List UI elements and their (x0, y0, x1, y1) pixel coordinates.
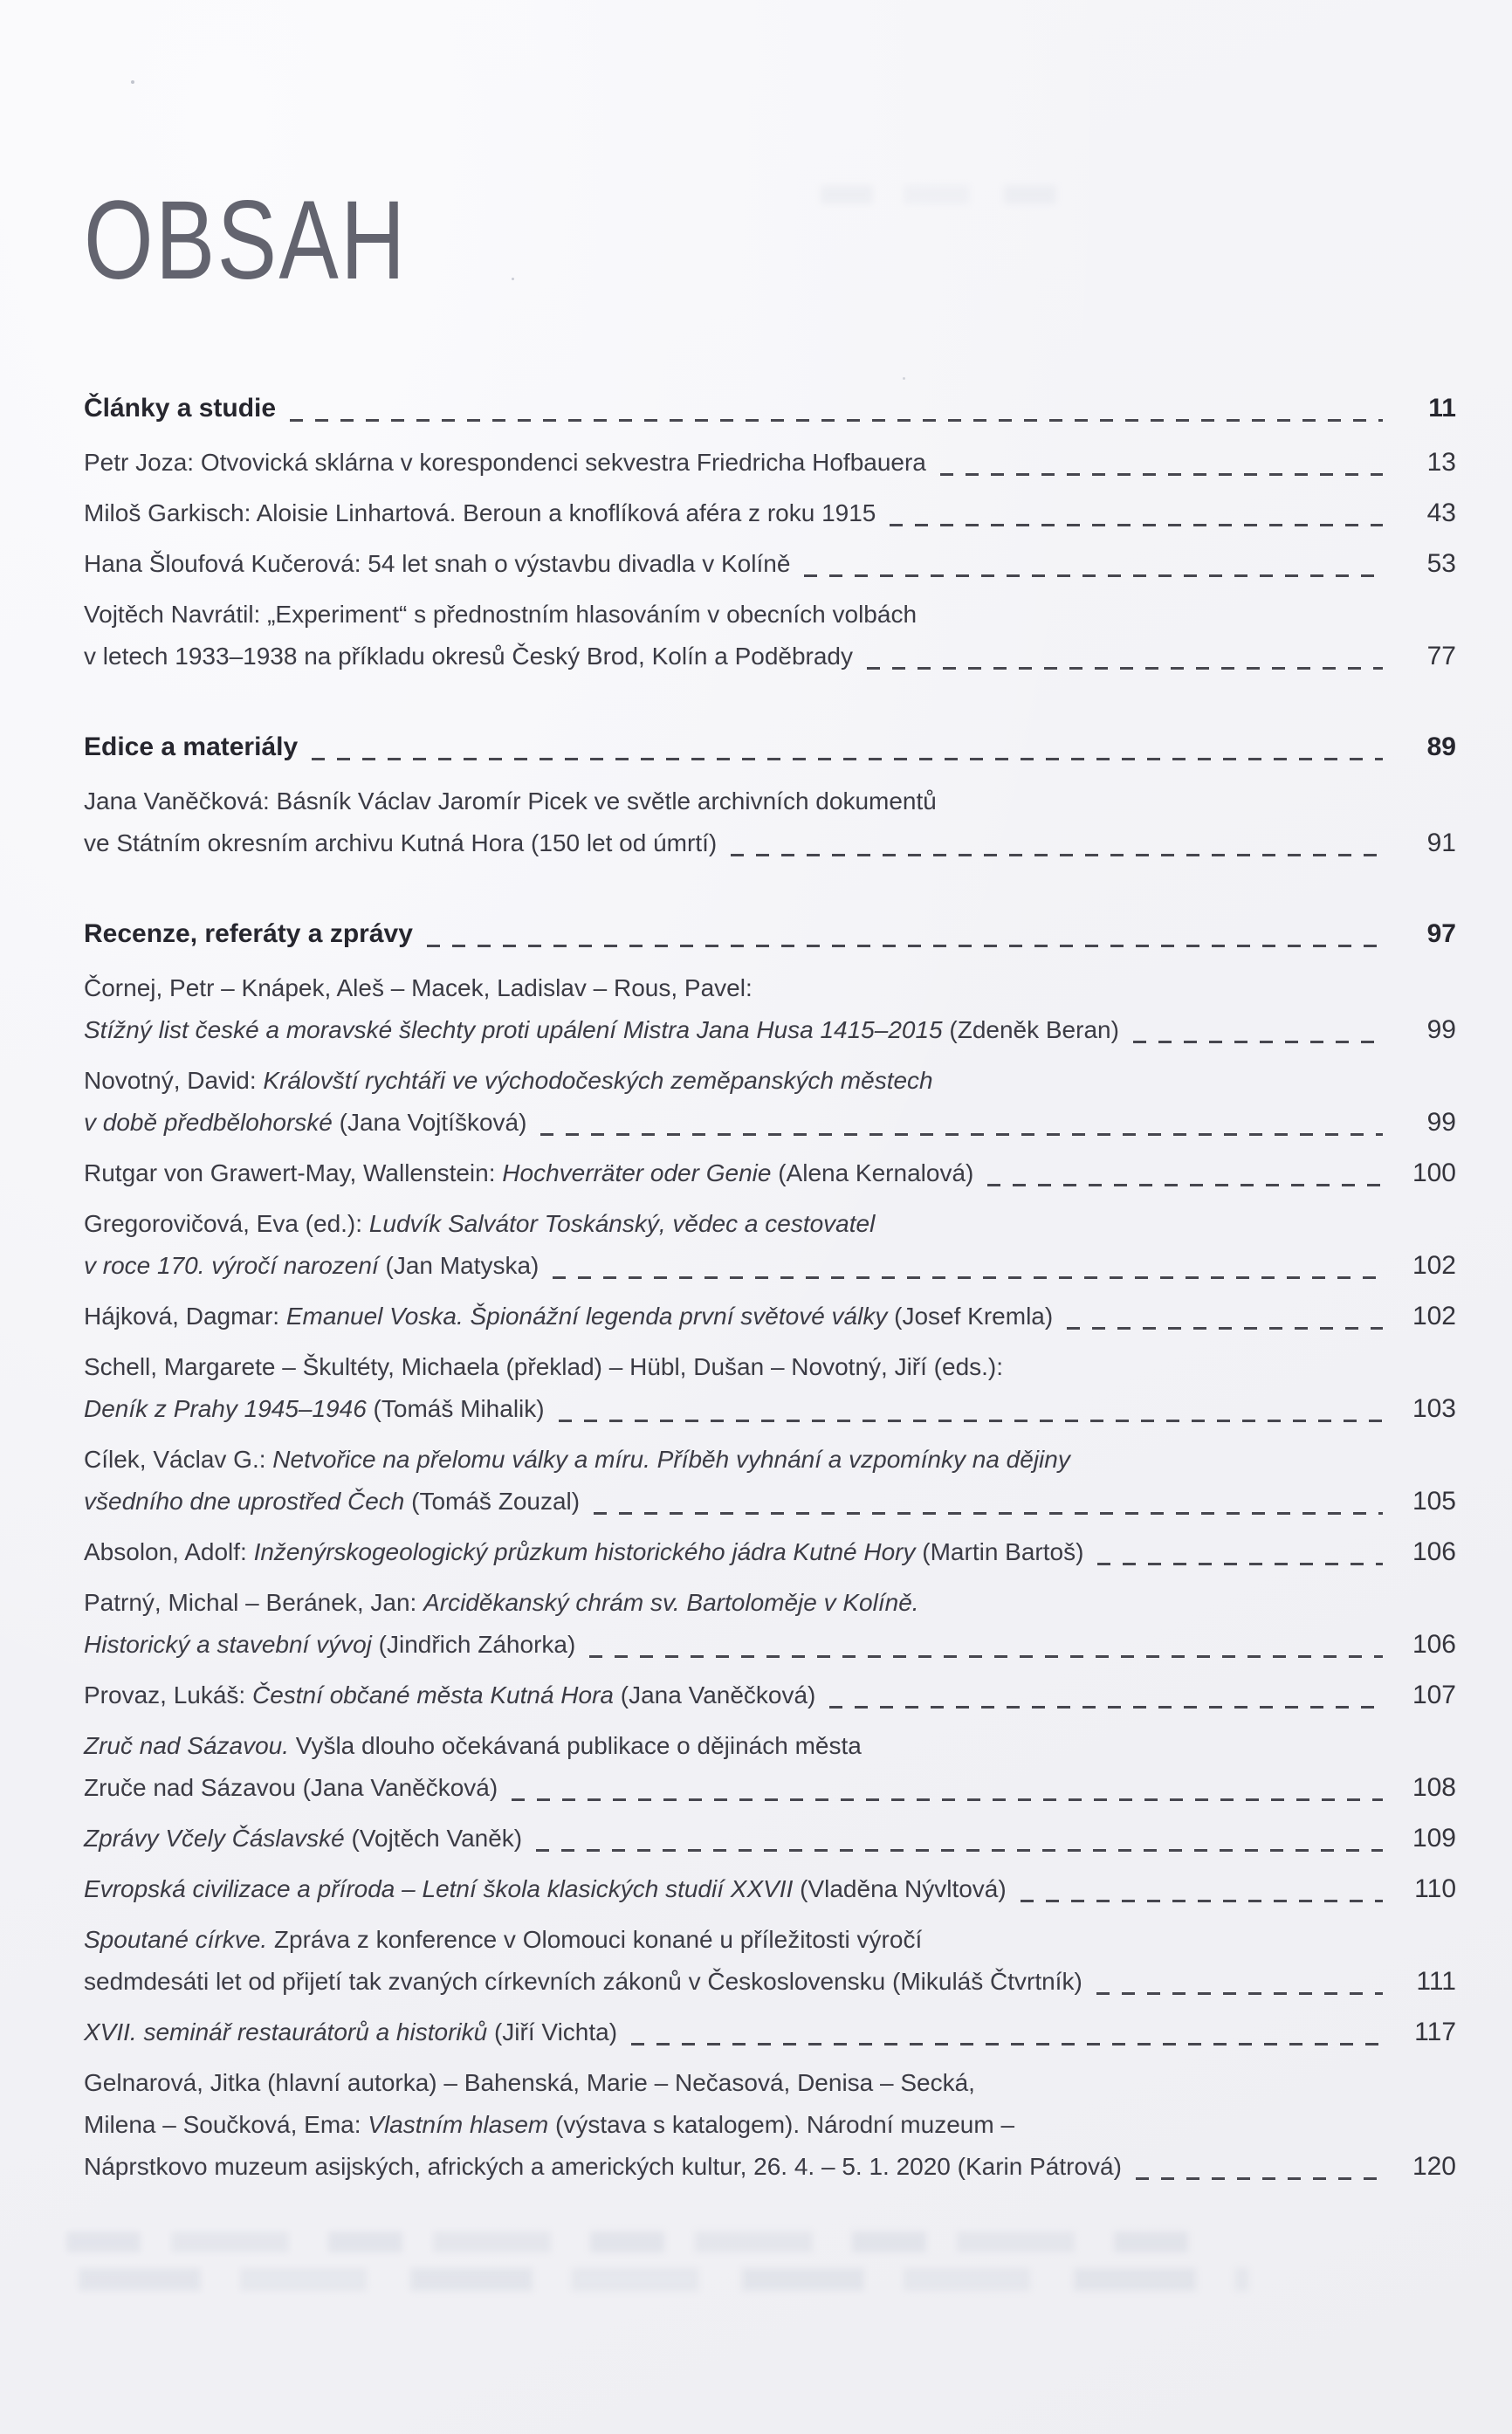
page-number: 106 (1412, 1537, 1456, 1566)
entry-text-segment: Hana Šloufová Kučerová: 54 let snah o výstavbu divadla v Kolíně (84, 550, 791, 577)
entry-title-italic: Inženýrskogeologický průzkum historického jádra Kutné Hory (253, 1538, 916, 1565)
scan-speck (903, 377, 905, 380)
dotted-leader (731, 854, 1383, 856)
entry-text (84, 1481, 580, 1523)
page-number: 13 (1426, 448, 1456, 477)
toc-entry (84, 594, 1456, 677)
entry-text-segment: Gelnarová, Jitka (hlavní autorka) – Bahenská, Marie – Nečasová, Denisa – Secká, (84, 2069, 975, 2096)
entry-text (84, 1245, 539, 1287)
scan-speck (131, 80, 134, 84)
toc-entry-line (84, 1818, 1456, 1860)
toc-entry (84, 967, 1456, 1051)
section-heading: Edice a materiály (84, 732, 299, 761)
dotted-leader (867, 667, 1383, 670)
page-number: 53 (1426, 549, 1456, 578)
entry-title-italic: Spoutané církve. (84, 1926, 268, 1953)
entry-text-segment: Hájková, Dagmar: (84, 1303, 286, 1330)
entry-title-italic: Ludvík Salvátor Toskánský, vědec a cestovatel (368, 1210, 876, 1237)
toc-entry (84, 1725, 1456, 1809)
section-heading: Články a studie (84, 394, 277, 423)
toc-entry-line (84, 594, 1456, 636)
toc-entry-line (84, 1767, 1456, 1809)
entry-title-italic: Čestní občané města Kutná Hora (251, 1681, 614, 1709)
toc-entry-line (84, 1624, 1456, 1666)
toc-section (84, 388, 1456, 677)
dotted-leader (559, 1420, 1383, 1422)
entry-text (84, 1152, 973, 1194)
toc-entry (84, 1439, 1456, 1523)
entry-text-segment: (Tomáš Zouzal) (404, 1488, 581, 1515)
bleed-through-ghost (66, 2231, 1219, 2252)
dotted-leader (890, 524, 1383, 526)
entry-text-segment: Vojtěch Navrátil: „Experiment“ s přednostním hlasováním v obecních volbách (84, 601, 918, 628)
toc-entry (84, 492, 1456, 534)
toc-entry (84, 543, 1456, 585)
page-number: 103 (1412, 1394, 1456, 1423)
toc-entry-line (84, 2146, 1456, 2188)
page-number: 43 (1426, 498, 1456, 527)
entry-title-italic: XVII. seminář restaurátorů a historiků (84, 2018, 488, 2046)
section-heading-row (84, 726, 1456, 768)
entry-text (84, 1102, 526, 1144)
entry-text-segment: Patrný, Michal – Beránek, Jan: (84, 1589, 424, 1616)
entry-text-segment: (Josef Kremla) (887, 1303, 1054, 1330)
toc-entry (84, 780, 1456, 864)
section-heading-row (84, 388, 1456, 430)
dotted-leader (589, 1655, 1383, 1658)
entry-text-segment: Absolon, Adolf: (84, 1538, 254, 1565)
entry-text-segment: ve Státním okresním archivu Kutná Hora (150 let od úmrtí) (84, 829, 718, 856)
dotted-leader (536, 1849, 1383, 1852)
toc-entry-line (84, 1919, 1456, 1961)
toc-entry-line (84, 967, 1456, 1009)
dotted-leader (290, 419, 1383, 422)
entry-text (84, 1624, 575, 1666)
toc-entry-line (84, 1961, 1456, 2003)
entry-text (84, 1296, 1053, 1337)
entry-title-italic: Královští rychtáři ve východočeských zeměpanských městech (263, 1067, 933, 1094)
section-heading: Recenze, referáty a zprávy (84, 919, 413, 948)
toc-entry-line (84, 1868, 1456, 1910)
entry-text-segment: (Zdeněk Beran) (942, 1016, 1119, 1043)
page-number: 120 (1412, 2152, 1456, 2181)
entry-text-segment: v letech 1933–1938 na příkladu okresů Český Brod, Kolín a Poděbrady (84, 643, 854, 670)
entry-title-italic: Arciděkanský chrám sv. Bartoloměje v Kolíně. (423, 1589, 919, 1616)
entry-text (84, 1961, 1082, 2003)
entry-text-segment: (výstava s katalogem). Národní muzeum – (548, 2111, 1015, 2138)
toc-entry-line (84, 2011, 1456, 2053)
page-number: 109 (1412, 1824, 1456, 1853)
toc-entry-line (84, 1060, 1456, 1102)
page-number: 117 (1414, 2018, 1456, 2046)
toc-entry (84, 1818, 1456, 1860)
entry-text-segment: (Vojtěch Vaněk) (344, 1825, 523, 1852)
dotted-leader (1097, 1563, 1383, 1565)
dotted-leader (1067, 1327, 1383, 1330)
entry-text (84, 1009, 1119, 1051)
dotted-leader (540, 1133, 1383, 1136)
dotted-leader (512, 1798, 1383, 1801)
entry-title-italic: v době předbělohorské (84, 1109, 333, 1136)
page-number: 108 (1412, 1773, 1456, 1802)
toc-entry-line (84, 1481, 1456, 1523)
dotted-leader (1096, 1992, 1383, 1995)
page-number: 99 (1426, 1108, 1456, 1137)
entry-text-segment: Vyšla dlouho očekávaná publikace o dějinách města (289, 1732, 862, 1759)
entry-title-italic: Emanuel Voska. Špionážní legenda první světové války (285, 1303, 888, 1330)
entry-text-segment: (Martin Bartoš) (915, 1538, 1084, 1565)
entry-title-italic: Zruč nad Sázavou. (84, 1732, 290, 1759)
toc-entry-line (84, 2104, 1456, 2146)
toc-entry (84, 2011, 1456, 2053)
entry-text (84, 1868, 1007, 1910)
entry-title-italic: Evropská civilizace a příroda – Letní škola klasických studií XXVII (84, 1875, 794, 1902)
dotted-leader (1133, 1041, 1383, 1043)
dotted-leader (312, 758, 1383, 760)
toc-entry-line (84, 492, 1456, 534)
page-number: 107 (1412, 1681, 1456, 1709)
toc-entry-line (84, 442, 1456, 484)
entry-title-italic: v roce 170. výročí narození (84, 1252, 379, 1279)
toc-entry-line (84, 2062, 1456, 2104)
entry-text (84, 543, 790, 585)
toc-entry-line (84, 822, 1456, 864)
page-number: 106 (1412, 1630, 1456, 1659)
page-number: 105 (1412, 1487, 1456, 1516)
toc-entry (84, 1531, 1456, 1573)
toc-entry (84, 2062, 1456, 2188)
toc-entry-line (84, 1102, 1456, 1144)
page-number: 102 (1412, 1251, 1456, 1280)
entry-text (84, 822, 717, 864)
entry-text-segment: Provaz, Lukáš: (84, 1681, 252, 1709)
dotted-leader (427, 945, 1383, 947)
toc-entry (84, 1203, 1456, 1287)
entry-text-segment: (Jan Matyska) (378, 1252, 540, 1279)
page-number: 91 (1426, 829, 1456, 857)
page-number: 11 (1428, 394, 1456, 423)
toc-entry (84, 1346, 1456, 1430)
entry-title-italic: všedního dne uprostřed Čech (84, 1488, 405, 1515)
dotted-leader (631, 2043, 1383, 2046)
toc-entry-line (84, 1245, 1456, 1287)
entry-text-segment: Cílek, Václav G.: (84, 1446, 273, 1473)
entry-text-segment: (Vladěna Nývltová) (793, 1875, 1007, 1902)
entry-text-segment: (Jana Vaněčková) (614, 1681, 816, 1709)
entry-text-segment: (Alena Kernalová) (771, 1159, 974, 1186)
page-number: 110 (1414, 1874, 1456, 1903)
entry-text (84, 442, 926, 484)
entry-text-segment: Čornej, Petr – Knápek, Aleš – Macek, Ladislav – Rous, Pavel: (84, 974, 753, 1001)
dotted-leader (804, 574, 1383, 577)
toc-entry-line (84, 1439, 1456, 1481)
toc-entry (84, 1582, 1456, 1666)
dotted-leader (553, 1276, 1383, 1279)
toc-entry (84, 442, 1456, 484)
entry-text-segment: Zruče nad Sázavou (Jana Vaněčková) (84, 1774, 498, 1801)
entry-text-segment: Gregorovičová, Eva (ed.): (84, 1210, 369, 1237)
entry-text-segment: Jana Vaněčková: Básník Václav Jaromír Picek ve světle archivních dokumentů (84, 787, 937, 815)
page-number: 102 (1412, 1302, 1456, 1330)
entry-text (84, 1388, 545, 1430)
toc-section (84, 913, 1456, 2188)
entry-text-segment: Zpráva z konference v Olomouci konané u příležitosti výročí (267, 1926, 923, 1953)
page-number: 89 (1426, 732, 1456, 761)
toc-entry-line (84, 780, 1456, 822)
toc-entry-line (84, 1674, 1456, 1716)
dotted-leader (594, 1512, 1383, 1515)
entry-text-segment: Schell, Margarete – Škultéty, Michaela (překlad) – Hübl, Dušan – Novotný, Jiří (eds.): (84, 1353, 1004, 1380)
toc-entry-line (84, 1582, 1456, 1624)
dotted-leader (829, 1706, 1383, 1709)
entry-text-segment: Novotný, David: (84, 1067, 264, 1094)
entry-text-segment: Náprstkovo muzeum asijských, afrických a amerických kultur, 26. 4. – 5. 1. 2020 (Karin Pátrová) (84, 2153, 1122, 2180)
entry-text (84, 636, 853, 677)
entry-text-segment: (Jiří Vichta) (487, 2018, 618, 2046)
entry-title-italic: Deník z Prahy 1945–1946 (84, 1395, 367, 1422)
entry-text (84, 2146, 1122, 2188)
page-number: 97 (1426, 919, 1456, 948)
entry-title-italic: Zprávy Včely Čáslavské (84, 1825, 345, 1852)
toc-entry (84, 1868, 1456, 1910)
entry-title-italic: Hochverräter oder Genie (502, 1159, 772, 1186)
entry-text (84, 1818, 522, 1860)
entry-title-italic: Historický a stavební vývoj (84, 1631, 372, 1658)
toc-entry (84, 1919, 1456, 2003)
toc-entry-line (84, 1009, 1456, 1051)
entry-text (84, 1767, 498, 1809)
entry-text-segment: sedmdesáti let od přijetí tak zvaných církevních zákonů v Československu (Mikuláš Čtvrtník) (84, 1968, 1082, 1995)
entry-text-segment: Rutgar von Grawert-May, Wallenstein: (84, 1159, 503, 1186)
entry-text (84, 1531, 1083, 1573)
toc-section (84, 726, 1456, 864)
toc-entry (84, 1296, 1456, 1337)
page-number: 99 (1426, 1015, 1456, 1044)
entry-title-italic: Vlastním hlasem (368, 2111, 549, 2138)
entry-text (84, 2011, 617, 2053)
toc-entry-line (84, 543, 1456, 585)
entry-title-italic: Stížný list české a moravské šlechty proti upálení Mistra Jana Husa 1415–2015 (84, 1016, 943, 1043)
toc-entry-line (84, 1346, 1456, 1388)
entry-text-segment: Milena – Součková, Ema: (84, 2111, 368, 2138)
toc-entry (84, 1674, 1456, 1716)
dotted-leader (1021, 1900, 1383, 1902)
toc-entry-line (84, 1152, 1456, 1194)
page-number: 77 (1426, 642, 1456, 670)
entry-text-segment: (Jindřich Záhorka) (371, 1631, 576, 1658)
dotted-leader (987, 1184, 1383, 1186)
page-number: 111 (1416, 1967, 1456, 1996)
toc-entry-line (84, 1531, 1456, 1573)
toc-entry-line (84, 1388, 1456, 1430)
entry-text-segment: Petr Joza: Otvovická sklárna v korespondenci sekvestra Friedricha Hofbauera (84, 449, 926, 476)
entry-title-italic: Netvořice na přelomu války a míru. Příběh vyhnání a vzpomínky na dějiny (272, 1446, 1070, 1473)
toc-entry-line (84, 1296, 1456, 1337)
entry-text (84, 1674, 815, 1716)
toc-entry-line (84, 1203, 1456, 1245)
toc-entry-line (84, 636, 1456, 677)
entry-text-segment: (Tomáš Mihalik) (366, 1395, 545, 1422)
page-title: OBSAH (84, 178, 408, 303)
bleed-through-ghost (79, 2268, 1248, 2291)
entry-text (84, 492, 876, 534)
section-heading-row (84, 913, 1456, 955)
entry-text-segment: (Jana Vojtíšková) (332, 1109, 527, 1136)
table-of-contents (84, 388, 1456, 2188)
toc-entry-line (84, 1725, 1456, 1767)
entry-text-segment: Miloš Garkisch: Aloisie Linhartová. Beroun a knoflíková aféra z roku 1915 (84, 499, 876, 526)
toc-entry (84, 1152, 1456, 1194)
page-number: 100 (1412, 1159, 1456, 1187)
toc-entry (84, 1060, 1456, 1144)
dotted-leader (1136, 2177, 1383, 2180)
dotted-leader (940, 473, 1383, 476)
